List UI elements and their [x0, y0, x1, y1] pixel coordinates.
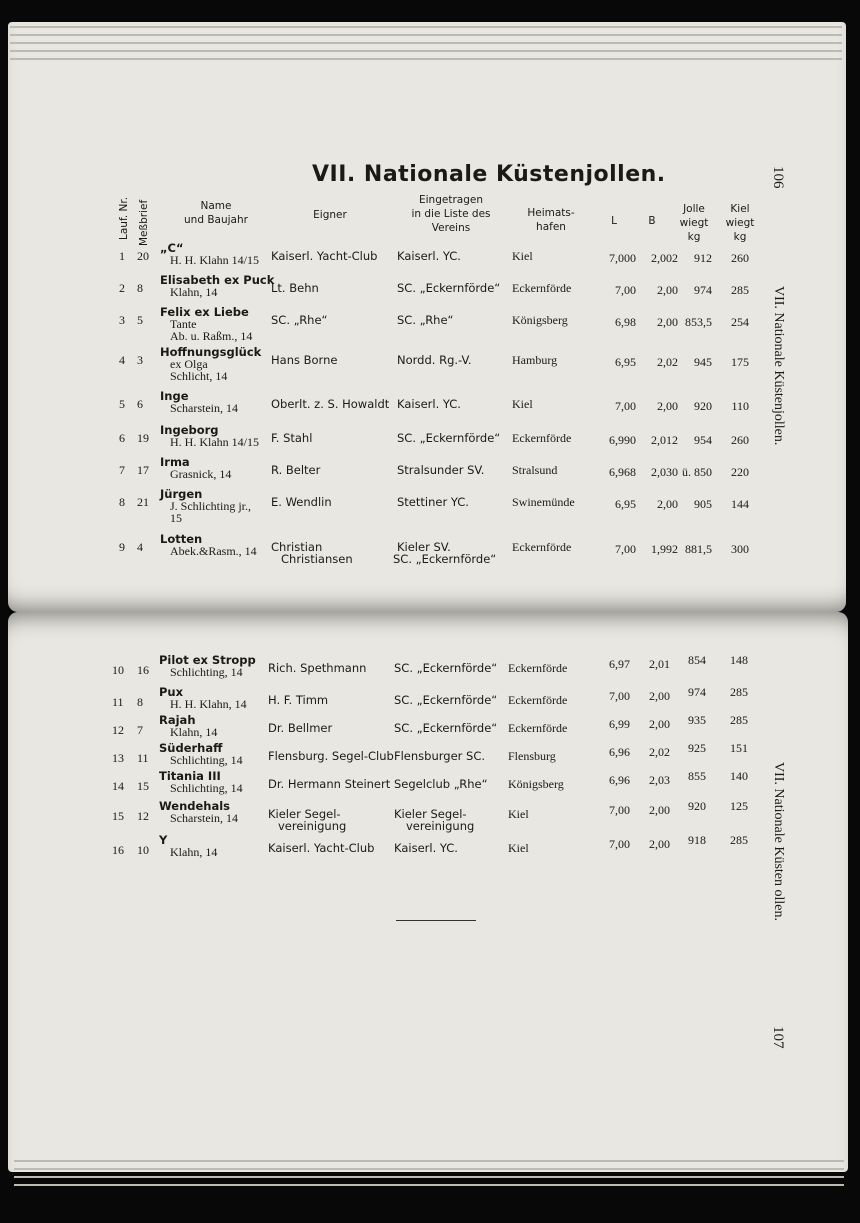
- messbrief-number: 20: [137, 249, 149, 263]
- owner: Dr. Bellmer: [268, 721, 333, 735]
- builder-year: Scharstein, 14: [170, 401, 238, 415]
- club: SC. „Eckernförde“: [394, 693, 498, 707]
- length-l: 7,00: [609, 689, 630, 703]
- builder-year: Klahn, 14: [170, 725, 218, 739]
- boat-name: Hoffnungsglück: [160, 345, 262, 359]
- messbrief-number: 12: [137, 809, 149, 823]
- boat-weight: 855: [688, 769, 706, 783]
- breadth-b: 2,00: [649, 717, 670, 731]
- club: SC. „Eckernförde“: [397, 431, 501, 445]
- home-port: Stralsund: [512, 463, 558, 477]
- boat-name: Rajah: [159, 713, 196, 727]
- home-port: Kiel: [512, 397, 533, 411]
- club: Segelclub „Rhe“: [394, 777, 488, 791]
- row-number: 12: [112, 723, 124, 737]
- boat-weight: ü. 850: [682, 465, 712, 479]
- page-edge-line: [14, 1176, 844, 1178]
- boat-weight: 974: [688, 685, 706, 699]
- home-port: Eckernförde: [508, 721, 568, 735]
- builder-year: H. H. Klahn 14/15: [170, 435, 259, 449]
- keel-weight: 285: [731, 283, 749, 297]
- builder-year: H. H. Klahn 14/15: [170, 253, 259, 267]
- page-edge-line: [14, 1184, 844, 1186]
- breadth-b: 2,00: [657, 315, 678, 329]
- breadth-b: 1,992: [651, 542, 678, 556]
- home-port: Flensburg: [508, 749, 556, 763]
- row-number: 5: [119, 397, 125, 411]
- keel-weight: 175: [731, 355, 749, 369]
- club: Stralsunder SV.: [397, 463, 485, 477]
- length-l: 6,96: [609, 773, 630, 787]
- messbrief-number: 17: [137, 463, 149, 477]
- running-head: VII. Nationale Küsten ollen.: [771, 762, 786, 922]
- row-number: 14: [112, 779, 124, 793]
- boat-weight: 954: [694, 433, 712, 447]
- breadth-b: 2,00: [649, 689, 670, 703]
- builder-year: Scharstein, 14: [170, 811, 238, 825]
- page-edge-line: [10, 26, 842, 28]
- home-port: Eckernförde: [508, 693, 568, 707]
- boat-weight: 854: [688, 653, 706, 667]
- keel-weight: 144: [731, 497, 749, 511]
- home-port: Kiel: [508, 841, 529, 855]
- header-b: B: [648, 215, 656, 227]
- owner: Kaiserl. Yacht-Club: [271, 249, 378, 263]
- club: vereinigung: [406, 819, 475, 833]
- home-port: Eckernförde: [512, 431, 572, 445]
- boat-name: Pilot ex Stropp: [159, 653, 256, 667]
- owner: Oberlt. z. S. Howaldt: [271, 397, 390, 411]
- row-number: 16: [112, 843, 124, 857]
- row-number: 9: [119, 540, 125, 554]
- boat-name: Wendehals: [159, 799, 231, 813]
- length-l: 7,00: [615, 283, 636, 297]
- row-number: 4: [119, 353, 125, 367]
- row-number: 7: [119, 463, 125, 477]
- running-head: VII. Nationale Küstenjollen.: [771, 286, 786, 446]
- length-l: 6,968: [609, 465, 636, 479]
- boat-weight: 920: [694, 399, 712, 413]
- row-number: 1: [119, 249, 125, 263]
- messbrief-number: 5: [137, 313, 143, 327]
- length-l: 7,00: [615, 542, 636, 556]
- owner: H. F. Timm: [268, 693, 329, 707]
- club: Kaiserl. YC.: [397, 249, 461, 263]
- boat-name: „C“: [160, 241, 184, 255]
- length-l: 6,95: [615, 355, 636, 369]
- length-l: 6,98: [615, 315, 636, 329]
- boat-weight: 912: [694, 251, 712, 265]
- boat-weight: 920: [688, 799, 706, 813]
- builder-year: Ab. u. Raßm., 14: [170, 329, 253, 343]
- builder-year: Abek.&Rasm., 14: [170, 544, 257, 558]
- row-number: 11: [112, 695, 124, 709]
- length-l: 6,990: [609, 433, 636, 447]
- header-kiel: Kiel wiegt kg: [725, 203, 755, 243]
- breadth-b: 2,030: [651, 465, 678, 479]
- owner: Kieler Segel-: [268, 807, 341, 821]
- keel-weight: 110: [731, 399, 749, 413]
- row-number: 8: [119, 495, 125, 509]
- end-rule: [396, 920, 476, 921]
- boat-name: Felix ex Liebe: [160, 305, 249, 319]
- header-l: L: [611, 215, 617, 227]
- club: Kaiserl. YC.: [397, 397, 461, 411]
- breadth-b: 2,002: [651, 251, 678, 265]
- header-name: Name und Baujahr: [184, 200, 248, 226]
- keel-weight: 220: [731, 465, 749, 479]
- builder-year: H. H. Klahn, 14: [170, 697, 247, 711]
- builder-year: Tante: [170, 317, 197, 331]
- breadth-b: 2,00: [649, 837, 670, 851]
- length-l: 6,97: [609, 657, 630, 671]
- keel-weight: 260: [731, 433, 749, 447]
- home-port: Königsberg: [508, 777, 564, 791]
- builder-year: Klahn, 14: [170, 285, 218, 299]
- boat-weight: 853,5: [685, 315, 712, 329]
- club: Nordd. Rg.-V.: [397, 353, 472, 367]
- page-title: VII. Nationale Küstenjollen.: [312, 162, 666, 187]
- keel-weight: 285: [730, 833, 748, 847]
- row-number: 10: [112, 663, 124, 677]
- breadth-b: 2,03: [649, 773, 670, 787]
- owner: Christiansen: [281, 552, 353, 566]
- row-number: 2: [119, 281, 125, 295]
- owner: Lt. Behn: [271, 281, 319, 295]
- length-l: 7,00: [609, 837, 630, 851]
- home-port: Kiel: [508, 807, 529, 821]
- breadth-b: 2,02: [649, 745, 670, 759]
- breadth-b: 2,012: [651, 433, 678, 447]
- messbrief-number: 11: [137, 751, 149, 765]
- owner: Rich. Spethmann: [268, 661, 367, 675]
- builder-year: 15: [170, 511, 182, 525]
- page-number: 107: [770, 1026, 786, 1049]
- breadth-b: 2,00: [657, 497, 678, 511]
- row-number: 15: [112, 809, 124, 823]
- messbrief-number: 15: [137, 779, 149, 793]
- builder-year: Grasnick, 14: [170, 467, 232, 481]
- length-l: 7,00: [615, 399, 636, 413]
- builder-year: ex Olga: [170, 357, 208, 371]
- owner: Dr. Hermann Steinert: [268, 777, 391, 791]
- home-port: Eckernförde: [512, 540, 572, 554]
- owner: Christian: [271, 540, 323, 554]
- breadth-b: 2,00: [657, 283, 678, 297]
- messbrief-number: 21: [137, 495, 149, 509]
- messbrief-number: 16: [137, 663, 149, 677]
- boat-weight: 918: [688, 833, 706, 847]
- club: SC. „Eckernförde“: [394, 661, 498, 675]
- club: SC. „Eckernförde“: [394, 721, 498, 735]
- length-l: 6,99: [609, 717, 630, 731]
- owner: Kaiserl. Yacht-Club: [268, 841, 375, 855]
- page-edge-line: [14, 1160, 844, 1162]
- keel-weight: 300: [731, 542, 749, 556]
- keel-weight: 148: [730, 653, 748, 667]
- club: Stettiner YC.: [397, 495, 469, 509]
- length-l: 6,95: [615, 497, 636, 511]
- boat-weight: 925: [688, 741, 706, 755]
- messbrief-number: 3: [137, 353, 143, 367]
- club: Kieler SV.: [397, 540, 451, 554]
- boat-name: Elisabeth ex Puck: [160, 273, 275, 287]
- keel-weight: 151: [730, 741, 748, 755]
- boat-name: Süderhaff: [159, 741, 223, 755]
- boat-name: Ingeborg: [160, 423, 219, 437]
- home-port: Swinemünde: [512, 495, 575, 509]
- keel-weight: 125: [730, 799, 748, 813]
- owner: Flensburg. Segel-Club: [268, 749, 394, 763]
- home-port: Kiel: [512, 249, 533, 263]
- owner: E. Wendlin: [271, 495, 332, 509]
- length-l: 7,00: [609, 803, 630, 817]
- breadth-b: 2,00: [657, 399, 678, 413]
- row-number: 6: [119, 431, 125, 445]
- header-eigner: Eigner: [313, 209, 347, 221]
- messbrief-number: 10: [137, 843, 149, 857]
- club: Kieler Segel-: [394, 807, 467, 821]
- breadth-b: 2,00: [649, 803, 670, 817]
- owner: SC. „Rhe“: [271, 313, 328, 327]
- home-port: Hamburg: [512, 353, 558, 367]
- header-lauf-nr: Lauf. Nr.: [118, 196, 130, 240]
- builder-year: Schlicht, 14: [170, 369, 228, 383]
- builder-year: J. Schlichting jr.,: [170, 499, 251, 513]
- owner: F. Stahl: [271, 431, 313, 445]
- boat-name: Inge: [160, 389, 189, 403]
- builder-year: Klahn, 14: [170, 845, 218, 859]
- boat-weight: 905: [694, 497, 712, 511]
- club: SC. „Rhe“: [397, 313, 454, 327]
- boat-weight: 935: [688, 713, 706, 727]
- boat-name: Lotten: [160, 532, 203, 546]
- home-port: Königsberg: [512, 313, 568, 327]
- home-port: Eckernförde: [512, 281, 572, 295]
- boat-name: Jürgen: [160, 487, 203, 501]
- page-edge-line: [10, 50, 842, 52]
- keel-weight: 285: [730, 685, 748, 699]
- builder-year: Schlichting, 14: [170, 665, 243, 679]
- breadth-b: 2,02: [657, 355, 678, 369]
- keel-weight: 254: [731, 315, 749, 329]
- owner: Hans Borne: [271, 353, 338, 367]
- breadth-b: 2,01: [649, 657, 670, 671]
- boat-weight: 881,5: [685, 542, 712, 556]
- messbrief-number: 4: [137, 540, 143, 554]
- keel-weight: 285: [730, 713, 748, 727]
- boat-name: Pux: [159, 685, 184, 699]
- length-l: 6,96: [609, 745, 630, 759]
- row-number: 13: [112, 751, 124, 765]
- builder-year: Schlichting, 14: [170, 781, 243, 795]
- page-number: 106: [770, 166, 786, 189]
- page-edge-line: [10, 34, 842, 36]
- messbrief-number: 8: [137, 281, 143, 295]
- keel-weight: 260: [731, 251, 749, 265]
- page-edge-line: [14, 1168, 844, 1170]
- club: SC. „Eckernförde“: [397, 281, 501, 295]
- messbrief-number: 6: [137, 397, 143, 411]
- boat-weight: 945: [694, 355, 712, 369]
- boat-weight: 974: [694, 283, 712, 297]
- boat-name: Y: [159, 833, 168, 847]
- home-port: Eckernförde: [508, 661, 568, 675]
- messbrief-number: 19: [137, 431, 149, 445]
- header-jolle: Jolle wiegt kg: [679, 203, 709, 243]
- keel-weight: 140: [730, 769, 748, 783]
- club: SC. „Eckernförde“: [393, 552, 497, 566]
- boat-name: Irma: [160, 455, 190, 469]
- owner: vereinigung: [278, 819, 347, 833]
- builder-year: Schlichting, 14: [170, 753, 243, 767]
- messbrief-number: 8: [137, 695, 143, 709]
- row-number: 3: [119, 313, 125, 327]
- page-edge-line: [10, 42, 842, 44]
- page-edge-line: [10, 58, 842, 60]
- length-l: 7,000: [609, 251, 636, 265]
- header-hafen: Heimats- hafen: [527, 207, 575, 233]
- boat-name: Titania III: [159, 769, 221, 783]
- club: Flensburger SC.: [394, 749, 486, 763]
- header-messbrief: Meßbrief: [138, 199, 150, 246]
- header-verein: Eingetragen in die Liste des Vereins: [411, 194, 491, 234]
- owner: R. Belter: [271, 463, 321, 477]
- messbrief-number: 7: [137, 723, 143, 737]
- club: Kaiserl. YC.: [394, 841, 458, 855]
